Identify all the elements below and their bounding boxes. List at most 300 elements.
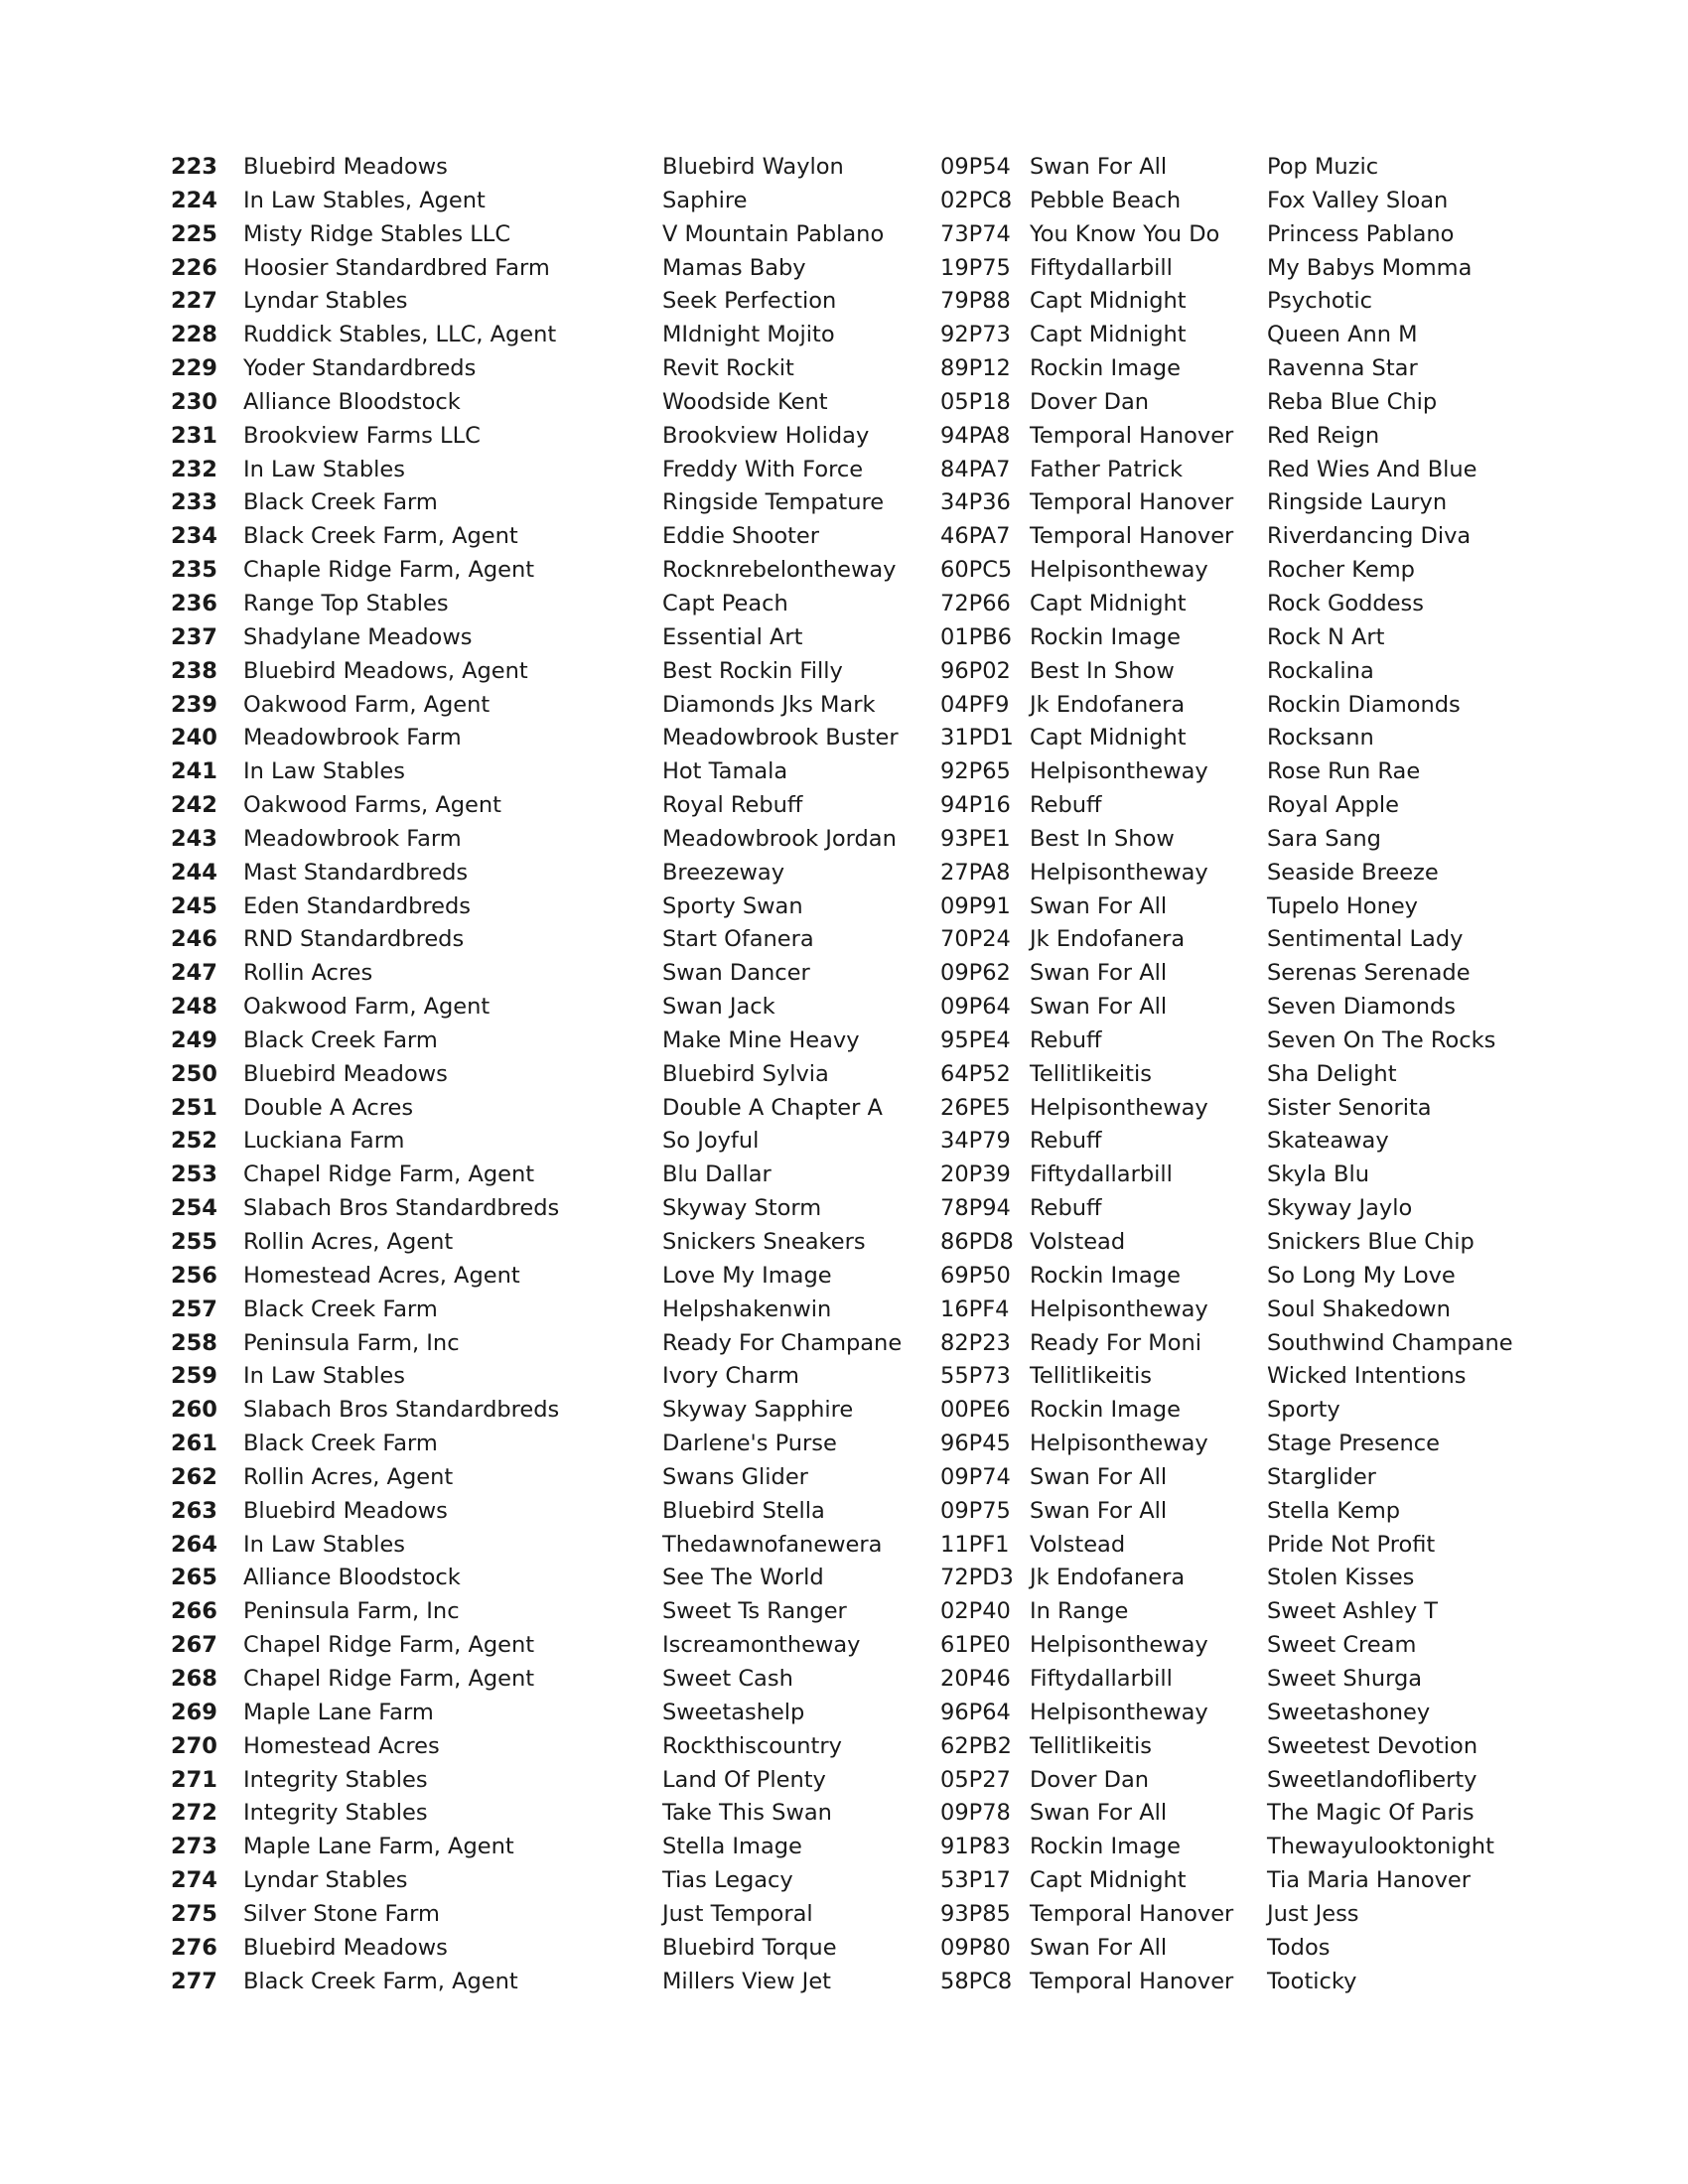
hip-number: 269 [171, 1699, 217, 1725]
sire-name: Rebuff [1030, 792, 1102, 819]
tattoo-code: 84PA7 [940, 456, 1011, 482]
consignor-name: Integrity Stables [243, 1766, 428, 1793]
sire-name: Swan For All [1030, 1934, 1168, 1961]
horse-name: Royal Rebuff [662, 792, 803, 819]
hip-number: 254 [171, 1195, 217, 1222]
horse-name: Swan Dancer [662, 960, 810, 987]
listing-row [0, 621, 1688, 655]
dam-name: Stella Kemp [1267, 1497, 1401, 1524]
listing-row [0, 520, 1688, 554]
tattoo-code: 93P85 [940, 1900, 1011, 1927]
listing-row [0, 923, 1688, 957]
hip-number: 277 [171, 1968, 217, 1994]
dam-name: Sentimental Lady [1267, 926, 1464, 953]
tattoo-code: 64P52 [940, 1060, 1011, 1087]
horse-name: Mamas Baby [662, 254, 806, 281]
hip-number: 251 [171, 1094, 217, 1121]
listing-row [0, 1797, 1688, 1831]
sire-name: Capt Midnight [1030, 1867, 1187, 1894]
listing-row [0, 957, 1688, 991]
consignor-name: Hoosier Standardbred Farm [243, 254, 550, 281]
dam-name: Sweet Cream [1267, 1632, 1417, 1659]
listing-row [0, 1260, 1688, 1294]
consignor-name: Maple Lane Farm, Agent [243, 1834, 514, 1860]
hip-number: 249 [171, 1026, 217, 1053]
listing-row [0, 1730, 1688, 1764]
consignor-name: Oakwood Farm, Agent [243, 691, 491, 718]
dam-name: Red Reign [1267, 422, 1380, 449]
consignor-name: Peninsula Farm, Inc [243, 1598, 460, 1625]
tattoo-code: 34P36 [940, 489, 1011, 516]
hip-number: 243 [171, 825, 217, 852]
sire-name: Best In Show [1030, 657, 1175, 684]
tattoo-code: 09P74 [940, 1463, 1011, 1490]
sire-name: Capt Midnight [1030, 590, 1187, 616]
listing-row [0, 1629, 1688, 1663]
hip-number: 226 [171, 254, 217, 281]
horse-name: MIdnight Mojito [662, 322, 835, 348]
dam-name: Tooticky [1267, 1968, 1357, 1994]
consignor-name: Slabach Bros Standardbreds [243, 1195, 560, 1222]
consignor-name: Alliance Bloodstock [243, 388, 461, 415]
consignor-name: Bluebird Meadows [243, 1934, 448, 1961]
dam-name: Pop Muzic [1267, 154, 1379, 180]
dam-name: Princess Pablano [1267, 220, 1455, 247]
dam-name: Tupelo Honey [1267, 892, 1418, 919]
sire-name: Jk Endofanera [1030, 926, 1186, 953]
sire-name: Ready For Moni [1030, 1329, 1202, 1356]
consignor-name: Bluebird Meadows [243, 154, 448, 180]
tattoo-code: 09P62 [940, 960, 1011, 987]
horse-name: Seek Perfection [662, 288, 837, 315]
sire-name: Helpisontheway [1030, 1296, 1208, 1322]
hip-number: 232 [171, 456, 217, 482]
listing-row [0, 352, 1688, 386]
sire-name: Helpisontheway [1030, 557, 1208, 584]
listing-row [0, 1831, 1688, 1864]
dam-name: Psychotic [1267, 288, 1373, 315]
tattoo-code: 05P27 [940, 1766, 1011, 1793]
tattoo-code: 11PF1 [940, 1531, 1010, 1558]
tattoo-code: 96P45 [940, 1431, 1011, 1457]
tattoo-code: 62PB2 [940, 1732, 1012, 1759]
dam-name: Seven Diamonds [1267, 994, 1457, 1021]
tattoo-code: 01PB6 [940, 623, 1012, 650]
tattoo-code: 78P94 [940, 1195, 1011, 1222]
dam-name: Stage Presence [1267, 1431, 1440, 1457]
horse-name: Bluebird Torque [662, 1934, 837, 1961]
hip-number: 253 [171, 1161, 217, 1188]
hip-number: 275 [171, 1900, 217, 1927]
hip-number: 231 [171, 422, 217, 449]
dam-name: Ringside Lauryn [1267, 489, 1448, 516]
consignor-name: Black Creek Farm [243, 1026, 438, 1053]
listing-row [0, 151, 1688, 185]
listing-row [0, 185, 1688, 218]
listing-row [0, 1226, 1688, 1260]
consignor-name: Black Creek Farm [243, 489, 438, 516]
hip-number: 239 [171, 691, 217, 718]
consignor-name: Homestead Acres, Agent [243, 1262, 520, 1289]
listing-row [0, 1663, 1688, 1697]
listing-row [0, 755, 1688, 789]
horse-name: Sporty Swan [662, 892, 803, 919]
listing-row [0, 1697, 1688, 1730]
horse-name: Thedawnofanewera [662, 1531, 883, 1558]
horse-name: Make Mine Heavy [662, 1026, 860, 1053]
sire-name: Helpisontheway [1030, 1094, 1208, 1121]
listing-row [0, 689, 1688, 723]
listing-row [0, 1327, 1688, 1361]
listing-row [0, 486, 1688, 520]
tattoo-code: 31PD1 [940, 725, 1014, 751]
consignor-name: Oakwood Farm, Agent [243, 994, 491, 1021]
consignor-name: Chaple Ridge Farm, Agent [243, 557, 535, 584]
listing-row [0, 1394, 1688, 1428]
dam-name: Rockalina [1267, 657, 1374, 684]
consignor-name: Silver Stone Farm [243, 1900, 440, 1927]
hip-number: 274 [171, 1867, 217, 1894]
horse-name: Double A Chapter A [662, 1094, 883, 1121]
horse-name: Start Ofanera [662, 926, 814, 953]
hip-number: 258 [171, 1329, 217, 1356]
sire-name: Rockin Image [1030, 1262, 1181, 1289]
sire-name: Helpisontheway [1030, 859, 1208, 886]
horse-name: Essential Art [662, 623, 803, 650]
dam-name: Skateaway [1267, 1128, 1389, 1155]
horse-name: Sweet Ts Ranger [662, 1598, 847, 1625]
dam-name: Starglider [1267, 1463, 1376, 1490]
horse-name: Hot Tamala [662, 758, 788, 785]
listing-row [0, 1529, 1688, 1563]
listing-row [0, 1294, 1688, 1327]
listing-row [0, 1058, 1688, 1092]
dam-name: Sara Sang [1267, 825, 1381, 852]
consignor-name: In Law Stables [243, 456, 405, 482]
tattoo-code: 72PD3 [940, 1565, 1014, 1591]
sire-name: Rockin Image [1030, 1834, 1181, 1860]
listing-row [0, 252, 1688, 286]
sire-name: Rockin Image [1030, 623, 1181, 650]
horse-name: Helpshakenwin [662, 1296, 832, 1322]
listing-row [0, 420, 1688, 454]
sire-name: Swan For All [1030, 960, 1168, 987]
dam-name: Royal Apple [1267, 792, 1399, 819]
dam-name: Wicked Intentions [1267, 1363, 1467, 1390]
horse-name: Woodside Kent [662, 388, 828, 415]
dam-name: Stolen Kisses [1267, 1565, 1415, 1591]
hip-number: 268 [171, 1665, 217, 1692]
tattoo-code: 09P91 [940, 892, 1011, 919]
hip-number: 267 [171, 1632, 217, 1659]
hip-number: 250 [171, 1060, 217, 1087]
hip-number: 255 [171, 1229, 217, 1255]
sire-name: Temporal Hanover [1030, 523, 1234, 550]
consignor-name: Chapel Ridge Farm, Agent [243, 1665, 535, 1692]
sire-name: Capt Midnight [1030, 288, 1187, 315]
horse-name: V Mountain Pablano [662, 220, 885, 247]
tattoo-code: 04PF9 [940, 691, 1010, 718]
hip-number: 260 [171, 1397, 217, 1424]
consignor-name: Mast Standardbreds [243, 859, 469, 886]
consignor-name: Ruddick Stables, LLC, Agent [243, 322, 557, 348]
sire-name: Capt Midnight [1030, 322, 1187, 348]
dam-name: Todos [1267, 1934, 1331, 1961]
sire-name: Capt Midnight [1030, 725, 1187, 751]
tattoo-code: 95PE4 [940, 1026, 1011, 1053]
sire-name: Rockin Image [1030, 355, 1181, 382]
listing-row [0, 454, 1688, 487]
tattoo-code: 91P83 [940, 1834, 1011, 1860]
consignor-name: Bluebird Meadows [243, 1497, 448, 1524]
sire-name: Swan For All [1030, 1497, 1168, 1524]
dam-name: Seaside Breeze [1267, 859, 1439, 886]
listing-row [0, 857, 1688, 890]
dam-name: Sweetest Devotion [1267, 1732, 1478, 1759]
horse-name: Darlene's Purse [662, 1431, 837, 1457]
sire-name: Helpisontheway [1030, 1431, 1208, 1457]
consignor-name: Black Creek Farm [243, 1431, 438, 1457]
horse-name: Blu Dallar [662, 1161, 772, 1188]
sire-name: Volstead [1030, 1229, 1126, 1255]
tattoo-code: 92P65 [940, 758, 1011, 785]
horse-name: Best Rockin Filly [662, 657, 843, 684]
tattoo-code: 27PA8 [940, 859, 1011, 886]
sire-name: Rebuff [1030, 1195, 1102, 1222]
listing-row [0, 588, 1688, 621]
tattoo-code: 53P17 [940, 1867, 1011, 1894]
horse-name: Just Temporal [662, 1900, 813, 1927]
hip-number: 234 [171, 523, 217, 550]
listing-row [0, 1024, 1688, 1058]
horse-name: Bluebird Sylvia [662, 1060, 829, 1087]
consignor-name: Luckiana Farm [243, 1128, 405, 1155]
listing-row [0, 1898, 1688, 1932]
tattoo-code: 61PE0 [940, 1632, 1011, 1659]
horse-name: Eddie Shooter [662, 523, 820, 550]
listing-row [0, 1092, 1688, 1126]
sire-name: Swan For All [1030, 994, 1168, 1021]
sire-name: Rebuff [1030, 1128, 1102, 1155]
horse-name: Sweet Cash [662, 1665, 793, 1692]
dam-name: Skyway Jaylo [1267, 1195, 1413, 1222]
listing-row [0, 1461, 1688, 1495]
sire-name: Fiftydallarbill [1030, 254, 1173, 281]
sire-name: Tellitlikeitis [1030, 1363, 1152, 1390]
hip-number: 265 [171, 1565, 217, 1591]
hip-number: 225 [171, 220, 217, 247]
dam-name: Snickers Blue Chip [1267, 1229, 1475, 1255]
dam-name: Serenas Serenade [1267, 960, 1471, 987]
dam-name: Rose Run Rae [1267, 758, 1421, 785]
tattoo-code: 73P74 [940, 220, 1011, 247]
hip-number: 241 [171, 758, 217, 785]
dam-name: Red Wies And Blue [1267, 456, 1477, 482]
hip-number: 230 [171, 388, 217, 415]
dam-name: Rock Goddess [1267, 590, 1424, 616]
sire-name: Fiftydallarbill [1030, 1665, 1173, 1692]
tattoo-code: 19P75 [940, 254, 1011, 281]
hip-number: 247 [171, 960, 217, 987]
horse-name: Tias Legacy [662, 1867, 793, 1894]
consignor-name: Black Creek Farm, Agent [243, 523, 518, 550]
dam-name: Tia Maria Hanover [1267, 1867, 1472, 1894]
tattoo-code: 79P88 [940, 288, 1011, 315]
horse-name: See The World [662, 1565, 824, 1591]
tattoo-code: 20P46 [940, 1665, 1011, 1692]
consignor-name: Peninsula Farm, Inc [243, 1329, 460, 1356]
tattoo-code: 09P64 [940, 994, 1011, 1021]
dam-name: Thewayulooktonight [1267, 1834, 1494, 1860]
horse-name: Swan Jack [662, 994, 775, 1021]
hip-number: 264 [171, 1531, 217, 1558]
horse-name: Land Of Plenty [662, 1766, 826, 1793]
horse-name: Snickers Sneakers [662, 1229, 866, 1255]
listing-row [0, 1125, 1688, 1159]
hip-number: 235 [171, 557, 217, 584]
sire-name: Swan For All [1030, 1800, 1168, 1827]
consignor-name: In Law Stables, Agent [243, 187, 486, 213]
tattoo-code: 94P16 [940, 792, 1011, 819]
listing-row [0, 991, 1688, 1024]
tattoo-code: 86PD8 [940, 1229, 1014, 1255]
consignor-name: Shadylane Meadows [243, 623, 473, 650]
hip-number: 266 [171, 1598, 217, 1625]
consignor-name: Integrity Stables [243, 1800, 428, 1827]
hip-number: 262 [171, 1463, 217, 1490]
listing-row [0, 722, 1688, 755]
hip-number: 256 [171, 1262, 217, 1289]
horse-name: Saphire [662, 187, 748, 213]
hip-number: 242 [171, 792, 217, 819]
sire-name: Pebble Beach [1030, 187, 1182, 213]
listing-row [0, 1428, 1688, 1461]
horse-name: Swans Glider [662, 1463, 808, 1490]
tattoo-code: 60PC5 [940, 557, 1013, 584]
sire-name: Dover Dan [1030, 388, 1150, 415]
dam-name: Soul Shakedown [1267, 1296, 1451, 1322]
listing-row [0, 1864, 1688, 1898]
hip-number: 245 [171, 892, 217, 919]
horse-name: Ready For Champane [662, 1329, 903, 1356]
hip-number: 271 [171, 1766, 217, 1793]
horse-name: Ivory Charm [662, 1363, 799, 1390]
consignor-name: Meadowbrook Farm [243, 825, 462, 852]
sire-name: Swan For All [1030, 892, 1168, 919]
sire-name: Swan For All [1030, 1463, 1168, 1490]
tattoo-code: 92P73 [940, 322, 1011, 348]
consignor-name: Lyndar Stables [243, 1867, 408, 1894]
tattoo-code: 72P66 [940, 590, 1011, 616]
listing-row [0, 285, 1688, 319]
dam-name: Sweet Shurga [1267, 1665, 1423, 1692]
dam-name: Sporty [1267, 1397, 1340, 1424]
hip-number: 244 [171, 859, 217, 886]
tattoo-code: 93PE1 [940, 825, 1011, 852]
listing-row [0, 1595, 1688, 1629]
listing-row [0, 386, 1688, 420]
sire-name: Rockin Image [1030, 1397, 1181, 1424]
sire-name: Swan For All [1030, 154, 1168, 180]
dam-name: Sweetlandofliberty [1267, 1766, 1477, 1793]
horse-name: Brookview Holiday [662, 422, 870, 449]
horse-name: Bluebird Stella [662, 1497, 825, 1524]
tattoo-code: 09P78 [940, 1800, 1011, 1827]
horse-name: Meadowbrook Buster [662, 725, 899, 751]
hip-number: 237 [171, 623, 217, 650]
sale-listing [0, 151, 1688, 1998]
listing-row [0, 1764, 1688, 1798]
tattoo-code: 09P75 [940, 1497, 1011, 1524]
sire-name: Best In Show [1030, 825, 1175, 852]
hip-number: 270 [171, 1732, 217, 1759]
consignor-name: In Law Stables [243, 758, 405, 785]
hip-number: 227 [171, 288, 217, 315]
hip-number: 238 [171, 657, 217, 684]
dam-name: Ravenna Star [1267, 355, 1418, 382]
consignor-name: Eden Standardbreds [243, 892, 471, 919]
dam-name: Sweetashoney [1267, 1699, 1431, 1725]
horse-name: Love My Image [662, 1262, 832, 1289]
hip-number: 228 [171, 322, 217, 348]
sire-name: Temporal Hanover [1030, 422, 1234, 449]
tattoo-code: 58PC8 [940, 1968, 1013, 1994]
horse-name: Revit Rockit [662, 355, 794, 382]
consignor-name: Yoder Standardbreds [243, 355, 477, 382]
hip-number: 252 [171, 1128, 217, 1155]
consignor-name: Rollin Acres [243, 960, 373, 987]
listing-row [0, 1562, 1688, 1595]
consignor-name: Oakwood Farms, Agent [243, 792, 501, 819]
dam-name: Rocksann [1267, 725, 1374, 751]
sire-name: Father Patrick [1030, 456, 1184, 482]
horse-name: Meadowbrook Jordan [662, 825, 897, 852]
sire-name: Temporal Hanover [1030, 489, 1234, 516]
dam-name: Rockin Diamonds [1267, 691, 1461, 718]
tattoo-code: 94PA8 [940, 422, 1011, 449]
listing-row [0, 1360, 1688, 1394]
sire-name: Helpisontheway [1030, 758, 1208, 785]
listing-row [0, 655, 1688, 689]
horse-name: Skyway Storm [662, 1195, 822, 1222]
consignor-name: Black Creek Farm, Agent [243, 1968, 518, 1994]
consignor-name: Brookview Farms LLC [243, 422, 481, 449]
consignor-name: RND Standardbreds [243, 926, 465, 953]
horse-name: Capt Peach [662, 590, 788, 616]
consignor-name: Meadowbrook Farm [243, 725, 462, 751]
hip-number: 224 [171, 187, 217, 213]
tattoo-code: 09P54 [940, 154, 1011, 180]
horse-name: Freddy With Force [662, 456, 864, 482]
dam-name: Riverdancing Diva [1267, 523, 1472, 550]
listing-row [0, 789, 1688, 823]
consignor-name: Lyndar Stables [243, 288, 408, 315]
hip-number: 257 [171, 1296, 217, 1322]
dam-name: Reba Blue Chip [1267, 388, 1438, 415]
sire-name: Tellitlikeitis [1030, 1060, 1152, 1087]
horse-name: Iscreamontheway [662, 1632, 861, 1659]
tattoo-code: 34P79 [940, 1128, 1011, 1155]
tattoo-code: 46PA7 [940, 523, 1011, 550]
dam-name: Sister Senorita [1267, 1094, 1432, 1121]
tattoo-code: 89P12 [940, 355, 1011, 382]
tattoo-code: 00PE6 [940, 1397, 1011, 1424]
tattoo-code: 20P39 [940, 1161, 1011, 1188]
dam-name: Skyla Blu [1267, 1161, 1369, 1188]
tattoo-code: 96P02 [940, 657, 1011, 684]
consignor-name: Bluebird Meadows, Agent [243, 657, 528, 684]
hip-number: 246 [171, 926, 217, 953]
